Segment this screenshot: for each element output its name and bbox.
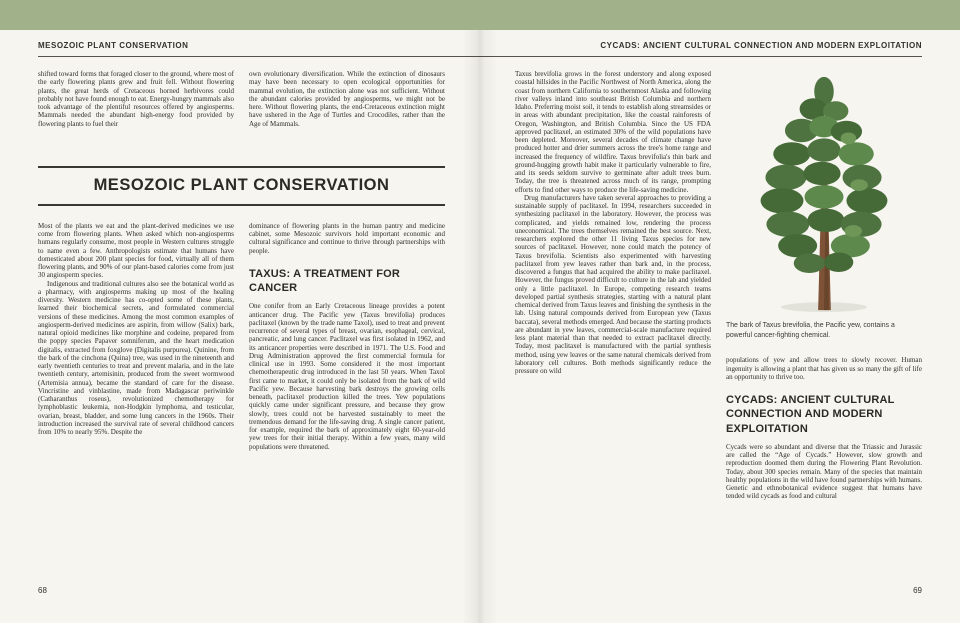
body-paragraph: Indigenous and traditional cultures also see the botanical world as a pharmacy, with angiosperms making up most of the healing diversity. Western medicine has co-opted some of these plants, learned their biochemical secrets, and formulated commercial versions of these medicines. Among the most common examples of angiosperm-derived medicines are aspirin, from willow (Salix) bark, natural opioid medicines like morphine and codeine, prepared from the poppy species Papaver somniferum, and the heart medication digitalis, extracted from foxglove (Digitalis purpurea). Quinine, from the bark of the cinchona (Quina) tree, was used in the nineteenth and early twentieth centuries to treat and prevent malaria, and in the late twentieth century, artemisinin, produced from the sweet wormwood (Artemisia annua), became the standard of care for the disease. Vincristine and vinblastine, made from Madagascar periwinkle (Catharanthus roseus), revolutionized chemotherapy for lymphoblastic leukemia, non-Hodgkin lymphoma, and testicular, ovarian, breast, bladder, and some lung cancers in the 1960s. Their introduction increased the survival rate of several childhood cancers from 10% to nearly 95%. Despite the	[38, 279, 234, 436]
top-color-bar	[0, 0, 960, 30]
left-page-intro	[38, 70, 445, 128]
body-paragraph: Taxus brevifolia grows in the forest understory and along exposed coastal hillsides in the Pacific Northwest of North America, along the coast from northern California to southernmost Alaska and following river valleys inland into southeast British Columbia and northern Idaho. Preferring moist soil, it tends to establish along streamsides or in areas with abundant precipitation, like the coastal rainforests of Oregon, Washington, and British Columbia. Since the US FDA approved paclitaxel, an estimated 30% of the wild populations have been depleted. Moreover, several decades of climate change have produced hotter and drier summers across the tree's home range and increased the frequency of wildfire. Taxus brevifolia's thin bark and ground-hugging growth habit make it particularly vulnerable to fire, and its seeds seldom survive to germinate after adult trees burn. Today, the tree is threatened across much of its range, prompting efforts to find other ways to produce the life-saving medicine.	[515, 70, 711, 194]
intro-paragraph-col1: shifted toward forms that foraged closer to the ground, where most of the early flowering plants grew and fruit fell. Without flowering plants, the great herds of Cretaceous horned herbivores could probably not have found enough to eat. Energy-hungry mammals also took advantage of the plentiful resources offered by angiosperms. Mammals needed the abundant high-energy food provided by flowering plants to fuel their	[38, 70, 234, 128]
left-page	[38, 70, 445, 451]
page-number-left: 68	[38, 586, 47, 595]
body-paragraph: Drug manufacturers have taken several approaches to providing a sustainable supply of paclitaxel. In 1994, researchers succeeded in synthesizing paclitaxel in the laboratory. However, the process was complicated, and yields remained low, rendering the process uneconomical. The trees themselves remained the best source. Next, researchers explored the other 11 living Taxus species for new sources of paclitaxel. However, none could match the potency of Taxus brevifolia. Scientists also experimented with harvesting paclitaxel from yew leaves rather than bark and, in the process, discovered a fungus that had acquired the ability to make paclitaxel. However, the fungus proved difficult to culture in the lab and yielded only a little paclitaxel. In Europe, competing research teams developed partial synthesis strategies, starting with a natural plant chemical derived from Taxus leaves and finishing the synthesis in the lab. Using natural compounds derived from European yew (Taxus baccata), several methods emerged. And because the starting products are abundant in yew leaves, commercial-scale manufacture required less plant material than that needed to extract paclitaxel directly. Today, most paclitaxel is manufactured with the partial synthesis method, using yew leaves or the same natural chemicals derived from laboratory cell cultures. Both methods significantly reduce the pressure on wild	[515, 193, 711, 375]
page-gutter-shadow	[462, 30, 498, 623]
tree-image-caption: The bark of Taxus brevifolia, the Pacific yew, contains a powerful cancer-fighting chemical.	[726, 322, 895, 339]
running-head-right: CYCADS: ANCIENT CULTURAL CONNECTION AND MODERN EXPLOITATION	[600, 41, 922, 50]
pacific-yew-tree-figure	[726, 70, 922, 340]
page-number-right: 69	[913, 586, 922, 595]
body-paragraph: Most of the plants we eat and the plant-derived medicines we use come from flowering plants. When asked which non-angiosperms humans regularly consume, most people in Western cultures struggle to name even a few. Anthropologists estimate that humans have domesticated about 200 plant species for food, virtually all of them flowering plants, and 90% of our plant-based calories come from just 30 angiosperm species.	[38, 221, 234, 280]
intro-paragraph-col2: own evolutionary diversification. While the extinction of dinosaurs may have been necessary to open ecological opportunities for mammal evolution, the extinction alone was not sufficient. Without the abundant calories provided by angiosperms, we might not be here. Without flowering plants, the end-Cretaceous extinction might have ushered in the Age of Turtles and Crocodiles, rather than the Age of Mammals.	[249, 70, 445, 128]
body-paragraph: dominance of flowering plants in the human pantry and medicine cabinet, some Mesozoic survivors hold important economic and cultural significance and continue to thrive through partnerships with people.	[249, 221, 445, 255]
running-head-left: MESOZOIC PLANT CONSERVATION	[38, 41, 189, 50]
body-paragraph: Cycads were so abundant and diverse that the Triassic and Jurassic are called the “Age of Cycads.” However, slow growth and reproduction doomed them during the Flowering Plant Revolution. Today, about 300 species remain. Many of the species that maintain healthy populations in the wild have found partnerships with humans. Genetic and ethnobotanical evidence suggest that humans have tended wild cycads as food and cultural	[726, 442, 922, 501]
subheading-taxus: TAXUS: A TREATMENT FOR CANCER	[249, 267, 401, 295]
section-title: MESOZOIC PLANT CONSERVATION	[93, 175, 390, 194]
subheading-cycads: CYCADS: ANCIENT CULTURAL CONNECTION AND MODERN EXPLOITATION	[726, 394, 895, 435]
running-heads	[38, 41, 922, 50]
body-paragraph: One conifer from an Early Cretaceous lineage provides a potent anticancer drug. The Pacific yew (Taxus brevifolia) produces paclitaxel (known by the trade name Taxol), used to treat and prevent recurrence of several types of breast, ovarian, esophageal, cervical, pancreatic, and lung cancer. Paclitaxel was first isolated in 1962, and its anticancer properties were described in 1971. The U.S. Food and Drug Administration approved the first commercial formula for clinical use in 1993. Some considered it the most important chemotherapeutic drug introduced in the last 50 years. When Taxol first came to market, it could only be isolated from the bark of wild Pacific yew. Because harvesting bark destroys the growing cells beneath, paclitaxel production killed the trees. Yew populations quickly came under significant pressure, and because they grow slowly, trees could not be harvested sustainably to meet the tremendous demand for the life-saving drug. A single cancer patient, for example, required the bark of approximately eight 60-year-old yew trees for their initial therapy. Within a few years, many wild populations were threatened.	[249, 302, 445, 451]
right-page-body	[515, 70, 922, 501]
section-title-block	[38, 166, 445, 206]
header-rule	[38, 56, 922, 57]
left-page-body	[38, 222, 445, 451]
right-page	[515, 70, 922, 501]
body-paragraph: populations of yew and allow trees to slowly recover. Human ingenuity is allowing a plant that has given us so many the gift of life an opportunity to thrive too.	[726, 356, 922, 381]
pacific-yew-tree-image	[731, 70, 917, 314]
